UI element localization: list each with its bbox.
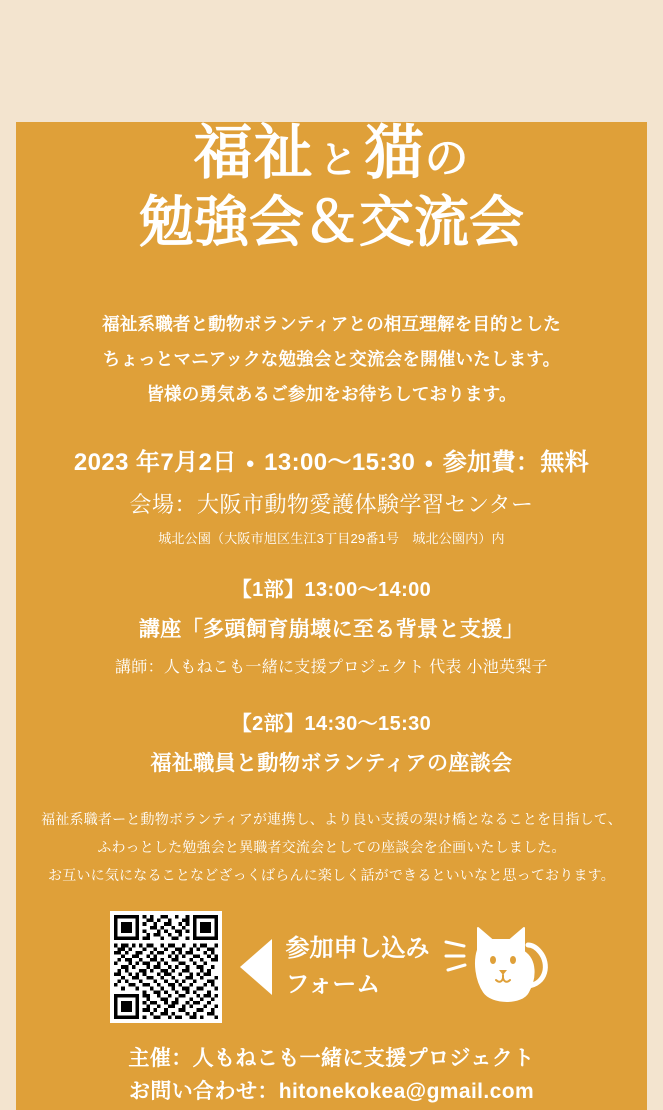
contact-line: お問い合わせ：hitonekokea@gmail.com	[128, 1079, 535, 1103]
separator-dot-1: ●	[245, 455, 256, 473]
arrow-left-icon	[240, 939, 272, 995]
title-line-2: 勉強会＆交流会	[138, 190, 524, 253]
lead-paragraph	[40, 307, 623, 412]
session-1-head: 【1部】13:00〜14:00	[231, 579, 432, 602]
session-2-head: 【2部】14:30〜15:30	[231, 713, 432, 736]
cat-illustration-icon	[444, 912, 554, 1022]
session-1-speaker: 講師：人もねこも一緒に支援プロジェクト 代表 小池英梨子	[115, 659, 548, 677]
organizer-line: 主催：人もねこも一緒に支援プロジェクト	[128, 1047, 535, 1071]
title-line-1	[40, 122, 623, 186]
poster-title	[40, 122, 623, 253]
note-line-2: ふわっとした勉強会と異職者交流会としての座談会を企画いたしました。	[97, 839, 566, 856]
event-time: 13:00〜15:30	[264, 449, 416, 477]
title-part-to: と	[319, 140, 359, 182]
note-line-3: お互いに気になることなどざっくばらんに楽しく話ができるといいなと思っております。	[48, 867, 615, 884]
qr-code-svg	[114, 915, 218, 1019]
application-form-label	[286, 931, 430, 1003]
application-form-label-line2: フォーム	[285, 971, 381, 999]
event-date: 2023 年7月2日	[73, 449, 237, 477]
application-row	[40, 909, 623, 1025]
title-part-neko: 猫	[364, 120, 425, 186]
poster-footer	[40, 1043, 623, 1108]
lead-line-3: 皆様の勇気あるご参加をお待ちしております。	[146, 384, 517, 405]
title-part-no: の	[424, 134, 470, 183]
separator-dot-2: ●	[424, 455, 434, 473]
session-2-title: 福祉職員と動物ボランティアの座談会	[150, 752, 513, 776]
session-1	[40, 573, 623, 677]
session-2	[40, 707, 623, 777]
note-paragraph	[40, 805, 623, 889]
event-address: 城北公園（大阪市旭区生江3丁目29番1号 城北公園内）内	[158, 531, 505, 547]
session-1-title: 講座「多頭飼育崩壊に至る背景と支援」	[138, 618, 525, 642]
cat-svg	[444, 912, 554, 1022]
title-part-fukushi: 福祉	[193, 120, 314, 186]
poster-body	[16, 122, 647, 1110]
event-facts	[40, 442, 623, 477]
event-fee: 参加費：無料	[442, 449, 590, 477]
lead-line-1: 福祉系職者と動物ボランティアとの相互理解を目的とした	[102, 314, 561, 335]
note-line-1: 福祉系職者ーと動物ボランティアが連携し、より良い支援の架け橋となることを目指して、	[41, 811, 622, 828]
application-form-label-line1: 参加申し込み	[285, 935, 430, 963]
lead-line-2: ちょっとマニアックな勉強会と交流会を開催いたします。	[102, 349, 561, 370]
qr-code-icon[interactable]	[110, 911, 222, 1023]
event-venue: 会場：大阪市動物愛護体験学習センター	[129, 492, 534, 518]
